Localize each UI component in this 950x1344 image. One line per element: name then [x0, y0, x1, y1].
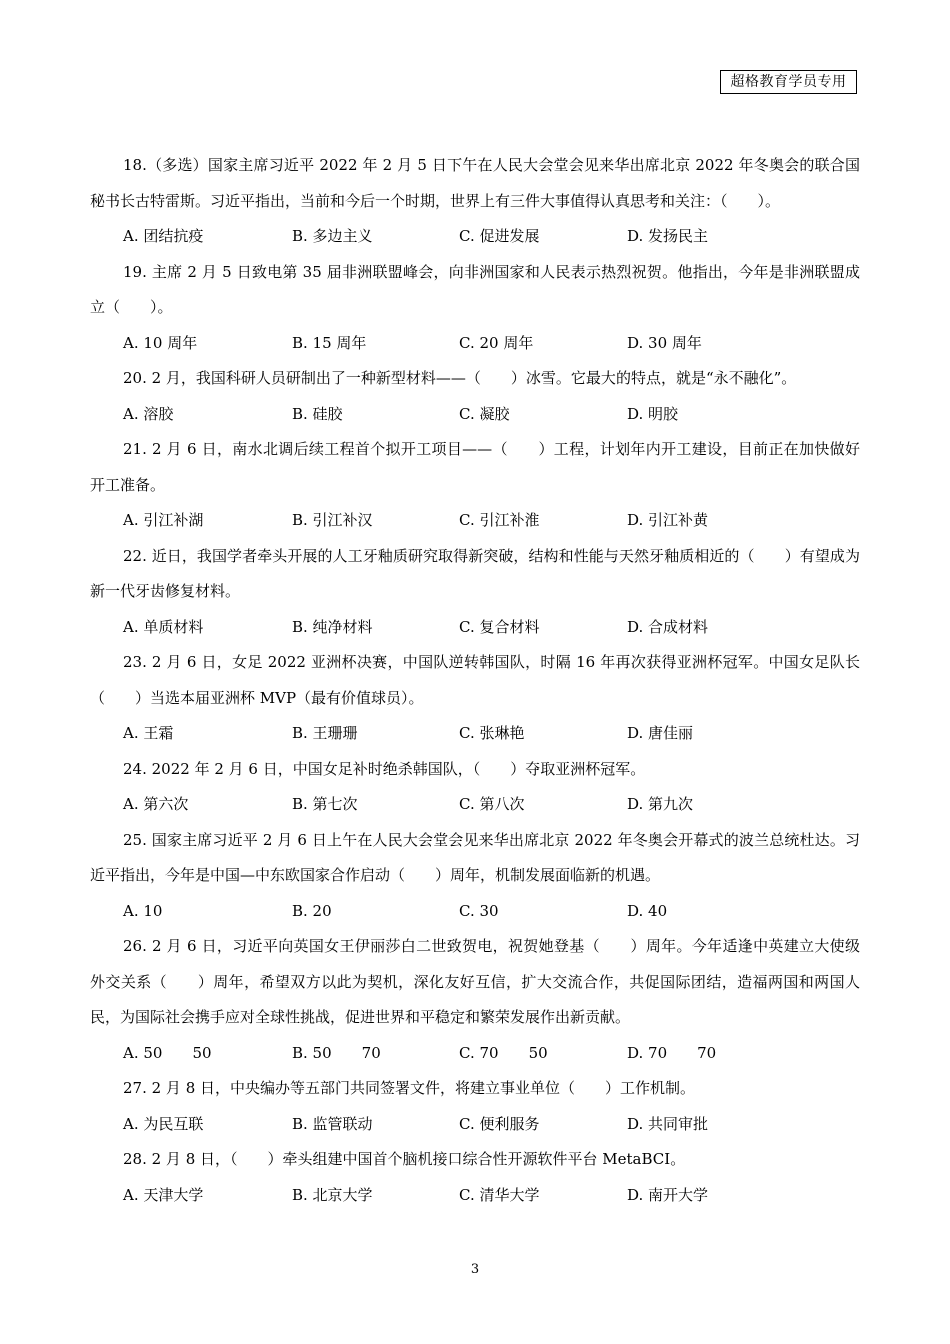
option-d: D. 引江补黄 — [627, 511, 709, 529]
options-row — [90, 610, 860, 646]
option-c: C. 凝胶 — [459, 404, 510, 423]
question-list — [90, 148, 860, 1213]
option-d: D. 合成材料 — [627, 617, 709, 636]
question-block — [90, 752, 860, 823]
option-c: C. 复合材料 — [459, 617, 540, 636]
question-block — [90, 1142, 860, 1213]
option-a: A. 引江补湖 — [123, 511, 204, 529]
question-block — [90, 929, 860, 1071]
option-b: B. 纯净材料 — [292, 617, 373, 636]
option-b: B. 北京大学 — [292, 1185, 373, 1204]
option-c: C. 清华大学 — [459, 1185, 540, 1204]
option-b: B. 第七次 — [292, 795, 358, 813]
question-text: 26. 2 月 6 日，习近平向英国女王伊丽莎白二世致贺电，祝贺她登基（ ）周年。今年适逢中英建立大使级外交关系（ ）周年，希望双方以此为契机，深化友好互信，扩大交流合作，共促国际团结，造福两国和两国人民，为国际社会携手应对全球性挑战，促进世界和平稳定和繁荣发展作出新贡献。 — [90, 937, 860, 1026]
question-block — [90, 432, 860, 539]
options-row — [90, 894, 860, 930]
question-text: 18.（多选）国家主席习近平 2022 年 2 月 5 日下午在人民大会堂会见来华出席北京 2022 年冬奥会的联合国秘书长古特雷斯。习近平指出，当前和今后一个时期，世界上有三件大事值得认真思考和关注：（ ）。 — [90, 156, 860, 210]
option-b: B. 50 70 — [292, 1043, 381, 1062]
option-d: D. 70 70 — [627, 1043, 717, 1062]
option-a: A. 10 — [123, 901, 163, 920]
question-text: 20. 2 月，我国科研人员研制出了一种新型材料——（ ）冰雪。它最大的特点，就是“永不融化”。 — [123, 369, 797, 387]
option-c: C. 70 50 — [459, 1043, 548, 1062]
question-block — [90, 361, 860, 432]
option-a: A. 团结抗疫 — [123, 227, 204, 245]
option-b: B. 监管联动 — [292, 1114, 373, 1133]
options-row — [90, 787, 860, 823]
option-a: A. 为民互联 — [123, 1114, 204, 1133]
option-c: C. 30 — [459, 901, 499, 920]
option-b: B. 多边主义 — [292, 227, 373, 245]
option-a: A. 50 50 — [123, 1043, 212, 1062]
options-row — [90, 219, 860, 255]
question-text: 22. 近日，我国学者牵头开展的人工牙釉质研究取得新突破，结构和性能与天然牙釉质相近的（ ）有望成为新一代牙齿修复材料。 — [90, 546, 860, 600]
option-d: D. 南开大学 — [627, 1185, 709, 1204]
option-a: A. 王霜 — [123, 724, 174, 742]
question-text: 25. 国家主席习近平 2 月 6 日上午在人民大会堂会见来华出席北京 2022 年冬奥会开幕式的波兰总统杜达。习近平指出，今年是中国—中东欧国家合作启动（ ）周年，机制发展面临新的机遇。 — [90, 830, 860, 884]
option-a: A. 第六次 — [123, 795, 189, 813]
options-row — [90, 503, 860, 539]
option-c: C. 促进发展 — [459, 227, 540, 245]
option-b: B. 20 — [292, 901, 332, 920]
option-c: C. 引江补淮 — [459, 511, 540, 529]
option-c: C. 第八次 — [459, 795, 525, 813]
question-block — [90, 148, 860, 255]
options-row — [90, 716, 860, 752]
option-d: D. 明胶 — [627, 404, 679, 423]
option-b: B. 引江补汉 — [292, 511, 373, 529]
options-row — [90, 1178, 860, 1214]
option-c: C. 20 周年 — [459, 333, 534, 352]
option-d: D. 第九次 — [627, 795, 694, 813]
option-a: A. 单质材料 — [123, 617, 204, 636]
option-d: D. 发扬民主 — [627, 227, 709, 245]
question-text: 23. 2 月 6 日，女足 2022 亚洲杯决赛，中国队逆转韩国队，时隔 16 年再次获得亚洲杯冠军。中国女足队长（ ）当选本届亚洲杯 MVP（最有价值球员）。 — [90, 653, 860, 707]
question-text: 27. 2 月 8 日，中央编办等五部门共同签署文件，将建立事业单位（ ）工作机制。 — [123, 1079, 696, 1097]
header-stamp: 超格教育学员专用 — [720, 70, 857, 94]
options-row — [90, 1107, 860, 1143]
page-number: 3 — [470, 1262, 480, 1277]
option-a: A. 溶胶 — [123, 404, 174, 423]
options-row — [90, 326, 860, 362]
option-d: D. 共同审批 — [627, 1114, 709, 1133]
question-text: 24. 2022 年 2 月 6 日，中国女足补时绝杀韩国队，（ ）夺取亚洲杯冠军。 — [123, 759, 646, 778]
question-text: 19. 主席 2 月 5 日致电第 35 届非洲联盟峰会，向非洲国家和人民表示热烈祝贺。他指出，今年是非洲联盟成立（ ）。 — [90, 262, 860, 316]
options-row — [90, 1036, 860, 1072]
option-d: D. 40 — [627, 901, 668, 920]
option-a: A. 天津大学 — [123, 1185, 204, 1204]
question-block — [90, 645, 860, 752]
question-block — [90, 539, 860, 646]
option-a: A. 10 周年 — [123, 333, 198, 352]
question-block — [90, 1071, 860, 1142]
question-block — [90, 823, 860, 930]
option-b: B. 王珊珊 — [292, 724, 358, 742]
option-b: B. 硅胶 — [292, 404, 343, 423]
option-c: C. 便利服务 — [459, 1114, 540, 1133]
option-d: D. 30 周年 — [627, 333, 702, 352]
question-text: 28. 2 月 8 日，（ ）牵头组建中国首个脑机接口综合性开源软件平台 MetaBCI。 — [123, 1150, 686, 1168]
options-row — [90, 397, 860, 433]
question-block — [90, 255, 860, 362]
option-b: B. 15 周年 — [292, 333, 367, 352]
question-text: 21. 2 月 6 日，南水北调后续工程首个拟开工项目——（ ）工程，计划年内开工建设，目前正在加快做好开工准备。 — [90, 440, 860, 494]
option-c: C. 张琳艳 — [459, 724, 525, 742]
option-d: D. 唐佳丽 — [627, 724, 694, 742]
